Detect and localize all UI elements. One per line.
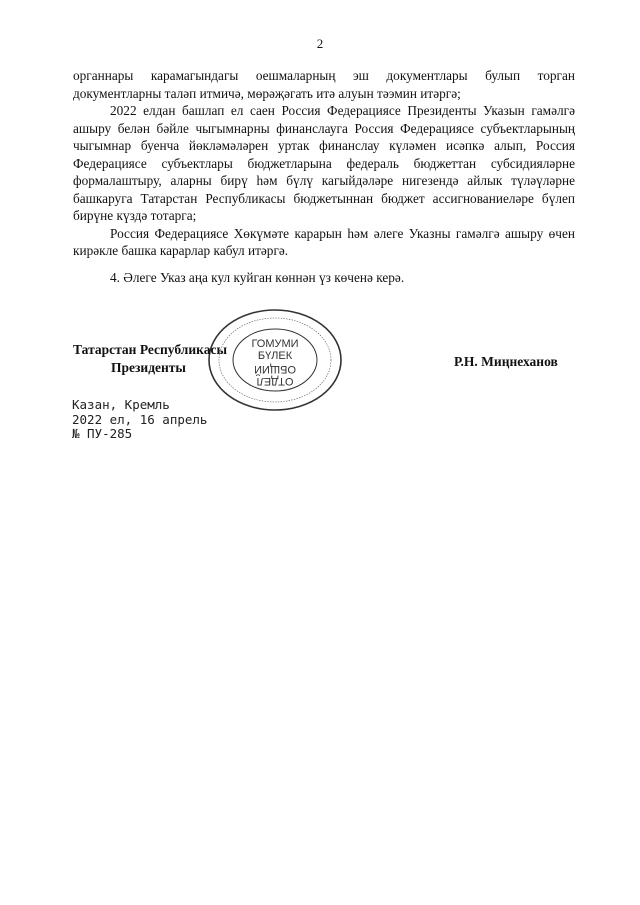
issue-number: № ПУ-285 — [72, 426, 133, 441]
signature-title-line1: Татарстан Республикасы — [73, 342, 228, 357]
signatory-name: Р.Н. Миңнеханов — [454, 354, 558, 369]
document-body — [73, 67, 575, 286]
signature-title-line2: Президенты — [111, 360, 186, 375]
stamp-line-1: ГОМУМИ — [251, 338, 299, 350]
issue-date: 2022 ел, 16 апрель — [72, 411, 208, 427]
page-number: 2 — [316, 36, 324, 51]
paragraph: органнары карамагындагы оешмаларның эш документлары булып торган документларны таләп итмичә, мөрәҗәгать итә алуын тәэмин итәргә; — [73, 68, 575, 101]
stamp-line-4: ОБЩИЙ — [254, 363, 296, 375]
stamp-line-3: ОТДЕЛ — [256, 375, 294, 387]
stamp-line-2: БҮЛЕК — [257, 350, 293, 362]
item-4: 4. Әлеге Указ аңа кул куйган көннән үз көченә керә. — [110, 269, 405, 285]
issue-place: Казан, Кремль — [72, 397, 170, 412]
paragraph: 2022 елдан башлап ел саен Россия Федерациясе Президенты Указын гамәлгә ашыру белән бәйле чыгымнарны финанслауга Россия Федерациясе субъектларының чыгымнар буенча йөкләмәләрен уртак финанслау күләмен исәпкә алып, Россия Федерациясе субъектлары бюджетларына федераль бюджеттан субсидияләрне формалаштыру, аларны бирү һәм бүлү кагыйдәләре нигезендә айлык түләүләрне башкаруга Татарстан Республикасы бюджетыннан бюджет ассигнованиеләре бүлеп бирүне күздә тотарга; — [73, 103, 575, 223]
signature-title — [73, 341, 227, 377]
paragraph: Россия Федерациясе Хөкүмәте карарын һәм әлеге Указны гамәлгә ашыру өчен кирәкле башка карарлар кабул итәргә. — [73, 225, 575, 258]
issue-details — [72, 398, 207, 442]
